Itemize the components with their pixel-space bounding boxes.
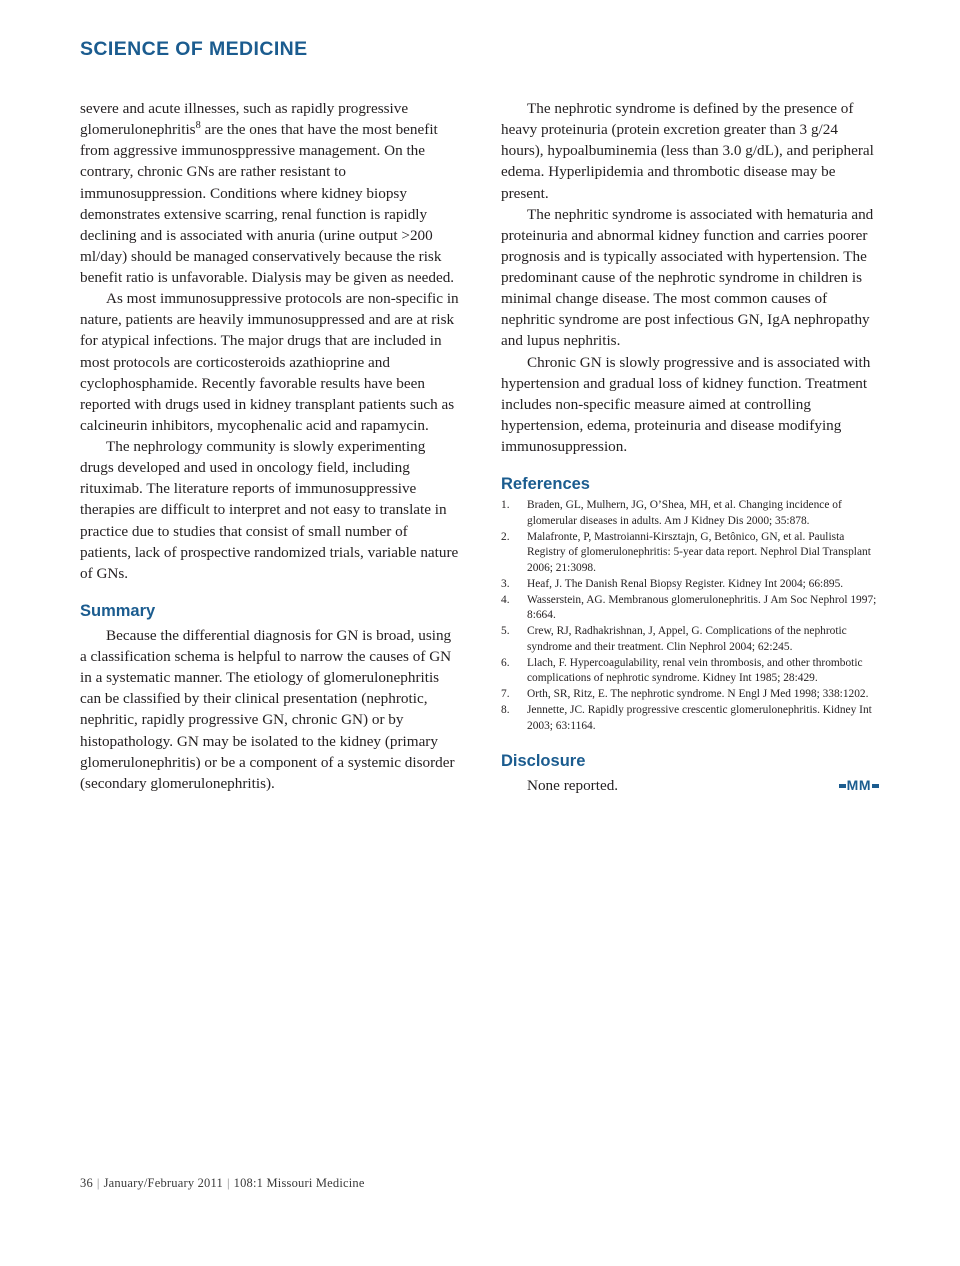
missouri-medicine-logo (812, 776, 880, 795)
paragraph: The nephrotic syndrome is defined by the presence of heavy proteinuria (protein excretion greater than 3 g/24 hours), hypoalbuminemia (less than 3.0 g/dL), and peripheral edema. Hyperlipidemia and thrombotic disease may be present. (501, 100, 874, 202)
reference-number: 5. (501, 625, 510, 638)
reference-text: Malafronte, P, Mastroianni-Kirsztajn, G, Betônico, GN, et al. Paulista Registry of glomerulonephritis: 5-year data report. Nephrol Dial Transplant 2006; 21:3098. (527, 530, 871, 574)
reference-text: Heaf, J. The Danish Renal Biopsy Register. Kidney Int 2004; 66:895. (527, 577, 844, 590)
paragraph: Because the differential diagnosis for GN is broad, using a classification schema is helpful to narrow the causes of GN in a systematic manner. The etiology of glomerulonephritis can be classified by their clinical presentation (nephrotic, nephritic, rapidly progressive GN, chronic GN) or by histopathology. GN may be isolated to the kidney (primary glomerulonephritis) or be a component of a systemic disorder (secondary glomerulonephritis). (80, 626, 455, 792)
logo-bar-right-icon (872, 784, 879, 788)
reference-number: 4. (501, 593, 510, 606)
footer-issue-date: January/February 2011 (103, 1176, 223, 1190)
paragraph: The nephritic syndrome is associated with hematuria and proteinuria and abnormal kidney function and carries poorer prognosis and is typically associated with hypertension. The predominant cause of the nephrotic syndrome in children is minimal change disease. The most common causes of nephritic syndrome are post infectious GN, IgA nephropathy and lupus nephritis. (501, 205, 874, 350)
list-item (501, 687, 880, 703)
paragraph: severe and acute illnesses, such as rapidly progressive glomerulonephritis$^8$ are the ones that have the most benefit from aggressive immunosppressive management. On the contrary, chronic GNs are rather resistant to immunosuppression. Conditions where kidney biopsy demonstrates extensive scarring, renal function is rapidly declining and is associated with anuria (urine output >200 ml/day) should be managed conservatively because the risk benefit ratio is unfavorable. Dialysis may be given as needed. (80, 100, 455, 287)
reference-number: 7. (501, 688, 510, 701)
footer-separator: | (96, 1176, 100, 1190)
list-item (501, 593, 880, 624)
footnote-marker: 8 (195, 120, 201, 132)
disclosure-text-wrapper (501, 775, 880, 796)
references-list (501, 498, 880, 734)
right-column (501, 98, 880, 796)
reference-text: Wasserstein, AG. Membranous glomerulonephritis. J Am Soc Nephrol 1997; 8:664. (527, 593, 877, 622)
reference-number: 6. (501, 656, 510, 669)
paragraph: The nephrology community is slowly experimenting drugs developed and used in oncology field, including rituximab. The literature reports of immunosuppressive therapies are difficult to interpret and not easy to translate in practice due to studies that consist of small number of patients, lack of prospective randomized trials, variable nature of GNs. (80, 438, 459, 582)
reference-number: 2. (501, 530, 510, 543)
reference-text: Orth, SR, Ritz, E. The nephrotic syndrome. N Engl J Med 1998; 338:1202. (527, 688, 869, 701)
two-column-body (80, 98, 880, 796)
reference-text: Jennette, JC. Rapidly progressive crescentic glomerulonephritis. Kidney Int 2003; 63:1164. (527, 704, 872, 732)
section-heading-references: References (501, 475, 590, 494)
list-item (501, 703, 880, 734)
footer-volume-info: 108:1 Missouri Medicine (233, 1176, 365, 1190)
list-item (501, 498, 880, 529)
footer-page-number: 36 (80, 1176, 93, 1190)
reference-text: Braden, GL, Mulhern, JG, O’Shea, MH, et al. Changing incidence of glomerular diseases in adults. Am J Kidney Dis 2000; 35:878. (527, 499, 842, 527)
paragraph: Chronic GN is slowly progressive and is associated with hypertension and gradual loss of kidney function. Treatment includes non-specific measure aimed at controlling hypertension, edema, proteinuria and disease modifying immunosuppression. (501, 353, 871, 455)
reference-text: Llach, F. Hypercoagulability, renal vein thrombosis, and other thrombotic complications of nephrotic syndrome. Kidney Int 1985; 28:429. (527, 656, 863, 685)
list-item (501, 624, 880, 655)
section-heading-summary: Summary (80, 601, 156, 620)
disclosure-text: None reported. (527, 777, 619, 795)
paragraph: As most immunosuppressive protocols are non-specific in nature, patients are heavily immunosuppressed and are at risk for atypical infections. The major drugs that are included in most protocols are corticosteroids azathioprine and cyclophosphamide. Recently favorable results have been reported with drugs used in kidney transplant patients such as calcineurin inhibitors, mycophenalic acid and rapamycin. (80, 290, 459, 434)
list-item (501, 656, 880, 687)
reference-number: 1. (501, 499, 510, 512)
reference-number: 8. (501, 704, 510, 717)
reference-number: 3. (501, 577, 510, 590)
logo-bar-left-icon (839, 784, 846, 788)
left-column (80, 98, 459, 796)
list-item (501, 530, 880, 577)
footer-separator: | (226, 1176, 230, 1190)
list-item (501, 577, 880, 593)
page-footer (80, 1176, 365, 1191)
reference-text: Crew, RJ, Radhakrishnan, J, Appel, G. Complications of the nephrotic syndrome and their treatment. Clin Nephrol 2004; 62:245. (527, 625, 847, 653)
logo-text: MM (846, 776, 871, 793)
section-heading-disclosure: Disclosure (501, 752, 586, 771)
page-title: SCIENCE OF MEDICINE (80, 38, 308, 60)
